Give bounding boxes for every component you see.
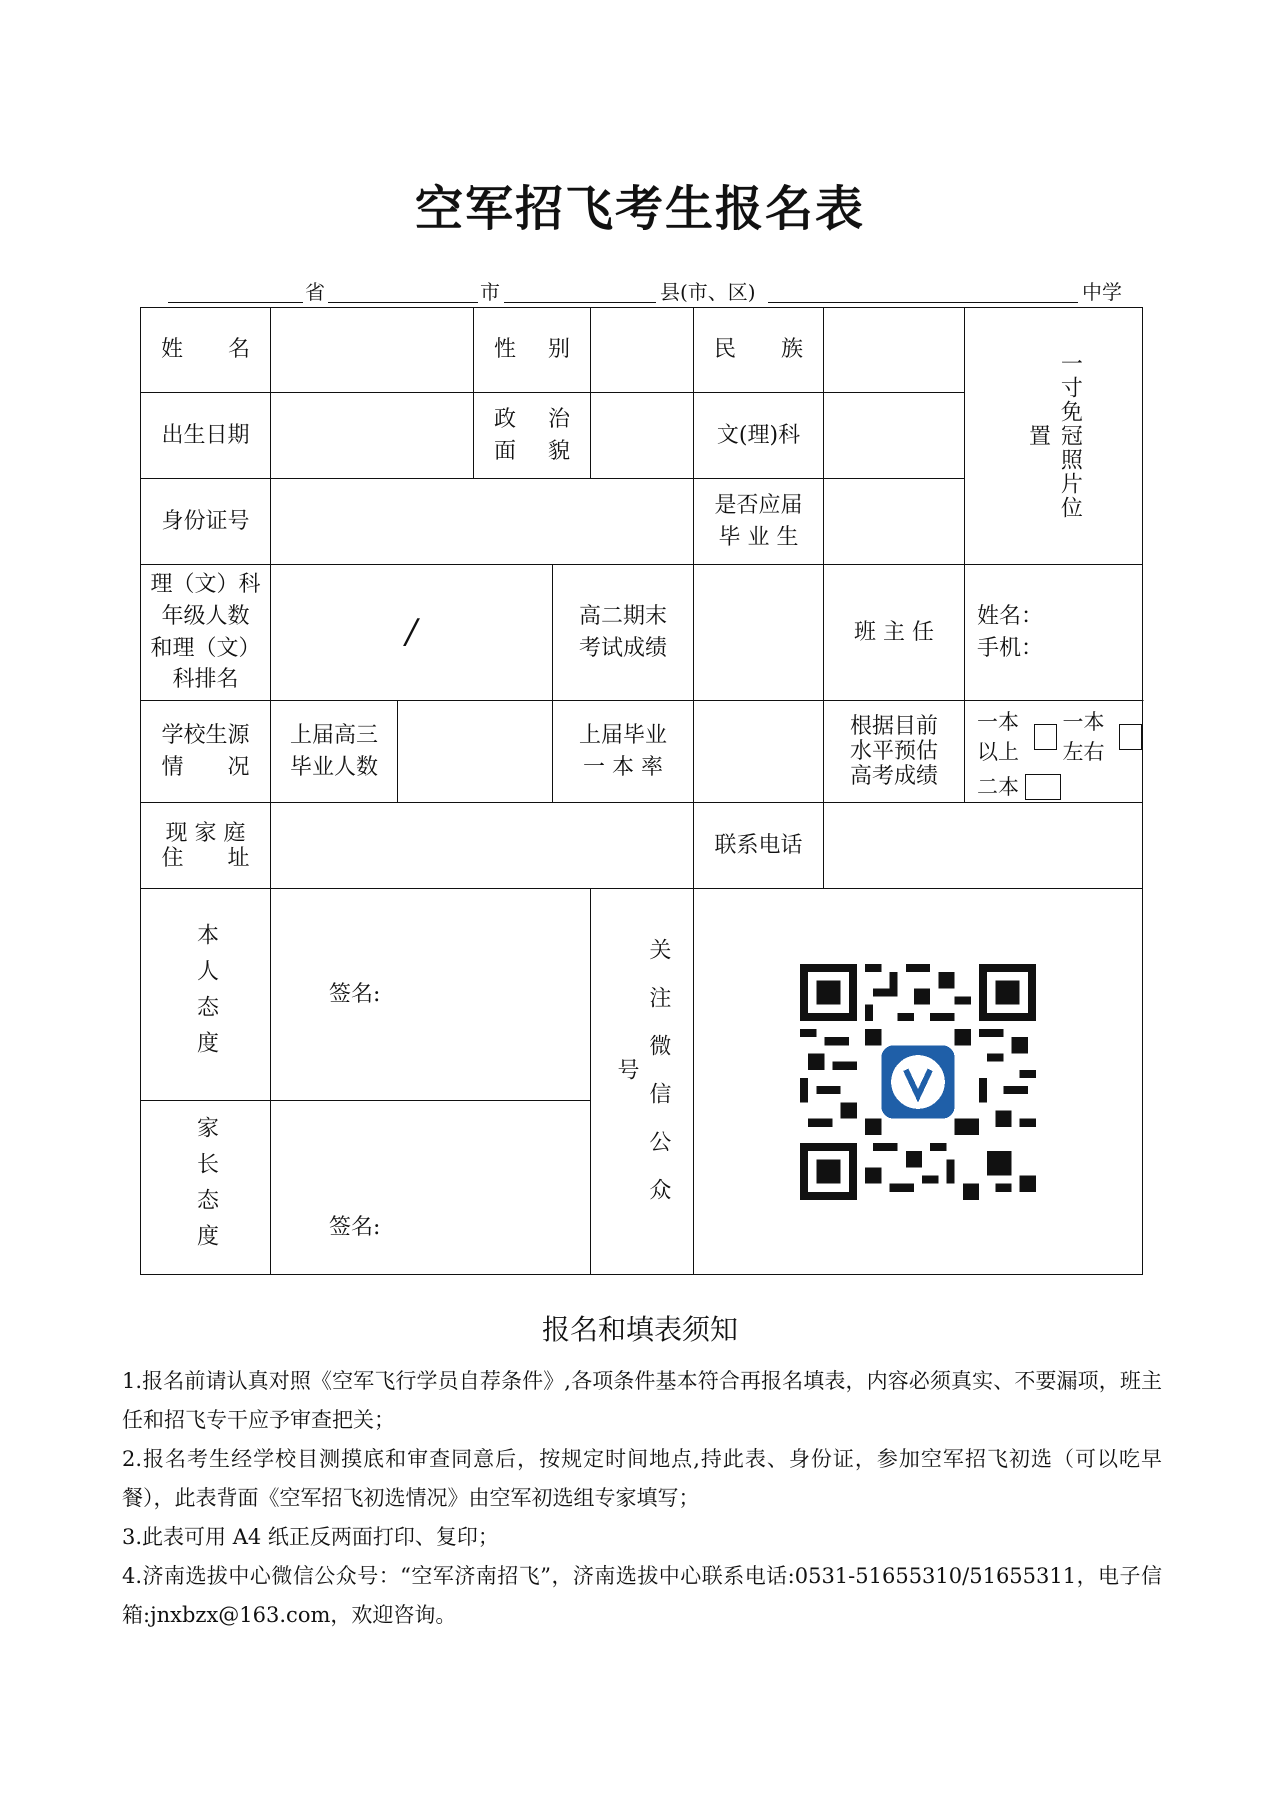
photo-box[interactable]: 一寸免冠照片位置: [965, 308, 1143, 565]
parent-attitude-label: 家长态度: [141, 1101, 271, 1275]
predict-options: [965, 701, 1143, 803]
qr-code-icon[interactable]: [800, 951, 1036, 1213]
political-label: 政 治 面 貌: [474, 393, 591, 479]
teacher-name: 姓名：: [977, 603, 1044, 629]
fresh-grad-label: 是否应届 毕 业 生: [694, 479, 824, 565]
phone-field[interactable]: [824, 803, 1143, 889]
teacher-label: 班 主 任: [824, 565, 965, 701]
registration-form: [140, 307, 1143, 1275]
school-label: 中学: [1082, 280, 1122, 304]
location-line: [168, 276, 1132, 308]
address-field[interactable]: [271, 803, 694, 889]
ethnicity-label: 民 族: [694, 308, 824, 393]
teacher-phone: 手机：: [977, 635, 1044, 661]
rank-field[interactable]: [271, 565, 553, 701]
name-field[interactable]: [271, 308, 474, 393]
track-label: 文(理)科: [694, 393, 824, 479]
parent-sign-label: 签名:: [329, 1215, 381, 1241]
city-blank[interactable]: [328, 302, 478, 303]
parent-attitude-field[interactable]: [271, 1101, 591, 1275]
rank-label: 理（文）科 年级人数 和理（文） 科排名: [141, 565, 271, 701]
county-blank[interactable]: [504, 302, 656, 303]
notice-item: 2.报名考生经学校目测摸底和审查同意后，按规定时间地点,持此表、身份证，参加空军招飞初选（可以吃早餐），此表背面《空军招飞初选情况》由空军初选组专家填写；: [122, 1447, 1162, 1510]
prev-rate-label: 上届毕业 一 本 率: [553, 701, 694, 803]
name-label: 姓 名: [141, 308, 271, 393]
follow-wechat-label: 关注微信公众号: [591, 889, 694, 1275]
predict-label: 根据目前 水平预估 高考成绩: [824, 701, 965, 803]
teacher-field[interactable]: [965, 565, 1143, 701]
track-field[interactable]: [824, 393, 965, 479]
gender-label: 性 别: [474, 308, 591, 393]
notice-item: 4.济南选拔中心微信公众号：“空军济南招飞”，济南选拔中心联系电话:0531-51655310/51655311，电子信箱:jnxbzx@163.com，欢迎咨询。: [122, 1564, 1162, 1627]
political-field[interactable]: [591, 393, 694, 479]
fresh-grad-field[interactable]: [824, 479, 965, 565]
city-label: 市: [480, 280, 500, 304]
option-near-tier-checkbox[interactable]: [1119, 724, 1142, 750]
id-number-label: 身份证号: [141, 479, 271, 565]
birth-date-field[interactable]: [271, 393, 474, 479]
self-attitude-label: 本人态度: [141, 889, 271, 1101]
option-second-tier-checkbox[interactable]: [1025, 774, 1061, 800]
notice-title: 报名和填表须知: [541, 1313, 738, 1346]
birth-date-label: 出生日期: [141, 393, 271, 479]
notice-item: 1.报名前请认真对照《空军飞行学员自荐条件》,各项条件基本符合再报名填表，内容必须真实、不要漏项，班主任和招飞专干应予审查把关；: [122, 1369, 1162, 1432]
address-label: 现 家 庭 住 址: [141, 803, 271, 889]
prev-grads-label: 上届高三 毕业人数: [271, 701, 398, 803]
notice-item: 3.此表可用 A4 纸正反两面打印、复印；: [122, 1525, 499, 1549]
source-label: 学校生源 情 况: [141, 701, 271, 803]
self-sign-label: 签名:: [329, 981, 381, 1007]
option-top-tier-checkbox[interactable]: [1034, 724, 1057, 750]
province-label: 省: [305, 280, 325, 304]
option-top-tier-label: 一本以上: [977, 710, 1019, 765]
ethnicity-field[interactable]: [824, 308, 965, 393]
option-near-tier-label: 一本左右: [1062, 710, 1105, 765]
prev-rate-field[interactable]: [694, 701, 824, 803]
grade2-label: 高二期末 考试成绩: [553, 565, 694, 701]
id-number-field[interactable]: [271, 479, 694, 565]
grade2-field[interactable]: [694, 565, 824, 701]
option-second-tier-label: 二本: [977, 774, 1019, 799]
county-label: 县(市、区): [660, 280, 756, 304]
prev-grads-field[interactable]: [398, 701, 553, 803]
phone-label: 联系电话: [694, 803, 824, 889]
gender-field[interactable]: [591, 308, 694, 393]
self-attitude-field[interactable]: [271, 889, 591, 1101]
page-title: 空军招飞考生报名表: [414, 181, 865, 237]
rank-slash: /: [405, 611, 418, 652]
notice-list: [122, 1362, 1162, 1635]
province-blank[interactable]: [168, 302, 303, 303]
school-blank[interactable]: [768, 302, 1078, 303]
qr-code-cell: [694, 889, 1143, 1275]
